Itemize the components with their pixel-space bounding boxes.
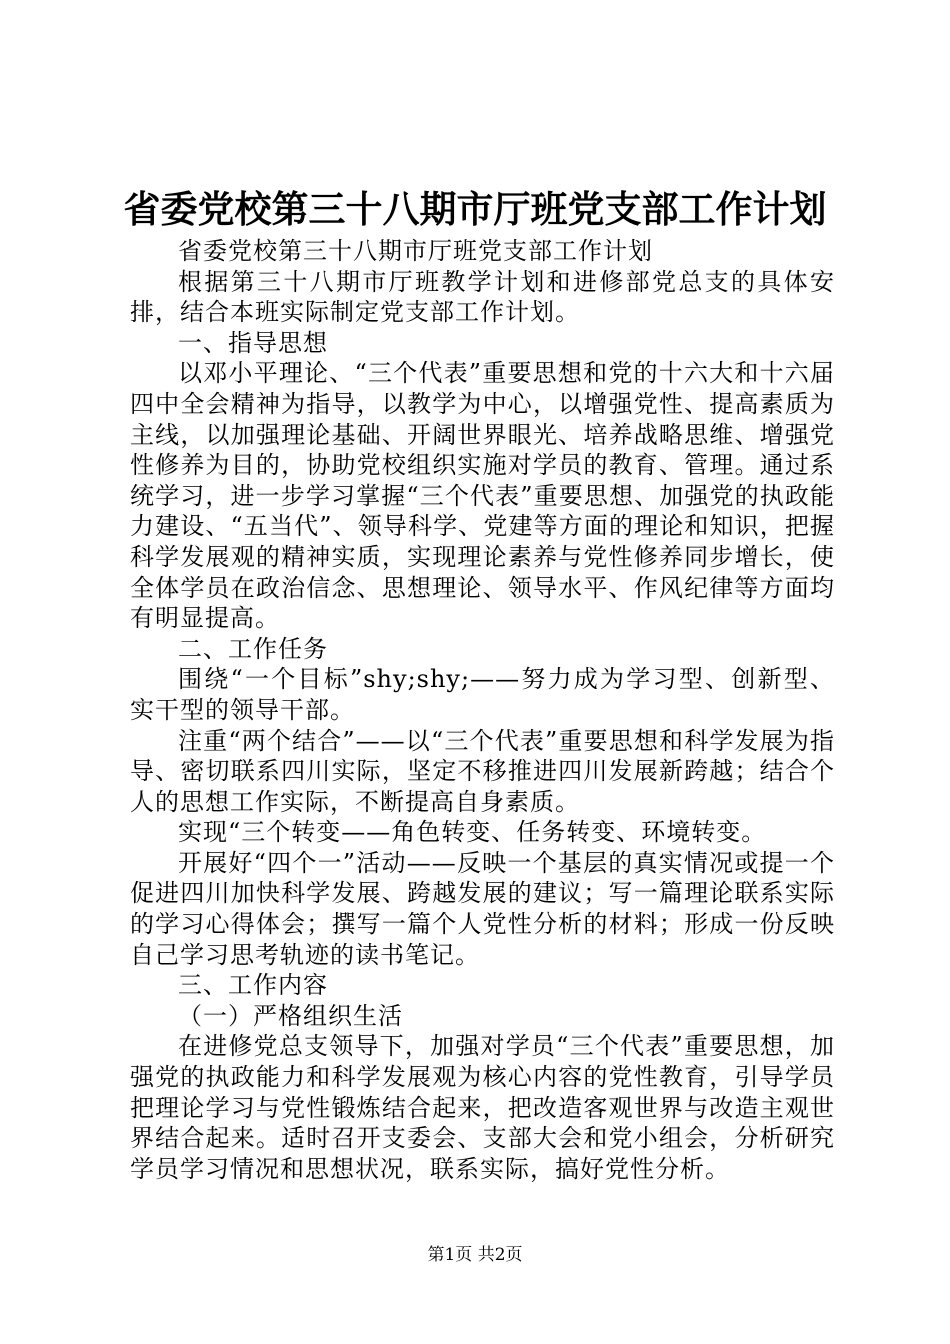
paragraph: 在进修党总支领导下，加强对学员“三个代表”重要思想，加强党的执政能力和科学发展观为核心内容的党性教育，引导学员把理论学习与党性锻炼结合起来，把改造客观世界与改造主观世界结合起来。适时召开支委会、支部大会和党小组会，分析研究学员学习情况和思想状况，联系实际，搞好党性分析。 <box>130 1032 835 1183</box>
document-title: 省委党校第三十八期市厅班党支部工作计划 <box>123 187 827 231</box>
section-heading: 三、工作内容 <box>178 971 328 1000</box>
subsection-heading: （一）严格组织生活 <box>178 1001 403 1030</box>
paragraph: 以邓小平理论、“三个代表”重要思想和党的十六大和十六届四中全会精神为指导，以教学为中心，以增强党性、提高素质为主线，以加强理论基础、开阔世界眼光、培养战略思维、增强党性修养为目的，协助党校组织实施对学员的教育、管理。通过系统学习，进一步学习掌握“三个代表”重要思想、加强党的执政能力建设、“五当代”、领导科学、党建等方面的理论和知识，把握科学发展观的精神实质，实现理论素养与党性修养同步增长，使全体学员在政治信念、思想理论、领导水平、作风纪律等方面均有明显提高。 <box>130 359 835 633</box>
paragraph: 省委党校第三十八期市厅班党支部工作计划 <box>178 237 653 265</box>
page-footer: 第1页 共2页 <box>427 1245 523 1265</box>
paragraph: 实现“三个转变——角色转变、任务转变、环境转变。 <box>178 818 767 847</box>
document-body <box>130 236 835 1184</box>
paragraph: 注重“两个结合”——以“三个代表”重要思想和科学发展为指导、密切联系四川实际，坚定不移推进四川发展新跨越；结合个人的思想工作实际，不断提高自身素质。 <box>130 726 835 816</box>
paragraph: 开展好“四个一”活动——反映一个基层的真实情况或提一个促进四川加快科学发展、跨越发展的建议；写一篇理论联系实际的学习心得体会；撰写一篇个人党性分析的材料；形成一份反映自己学习思考轨迹的读书笔记。 <box>130 848 835 969</box>
paragraph: 围绕“一个目标”shy;shy;——努力成为学习型、创新型、实干型的领导干部。 <box>130 665 835 724</box>
section-heading: 一、指导思想 <box>178 328 328 357</box>
paragraph: 根据第三十八期市厅班教学计划和进修部党总支的具体安排，结合本班实际制定党支部工作计划。 <box>130 267 835 327</box>
section-heading: 二、工作任务 <box>178 634 328 663</box>
